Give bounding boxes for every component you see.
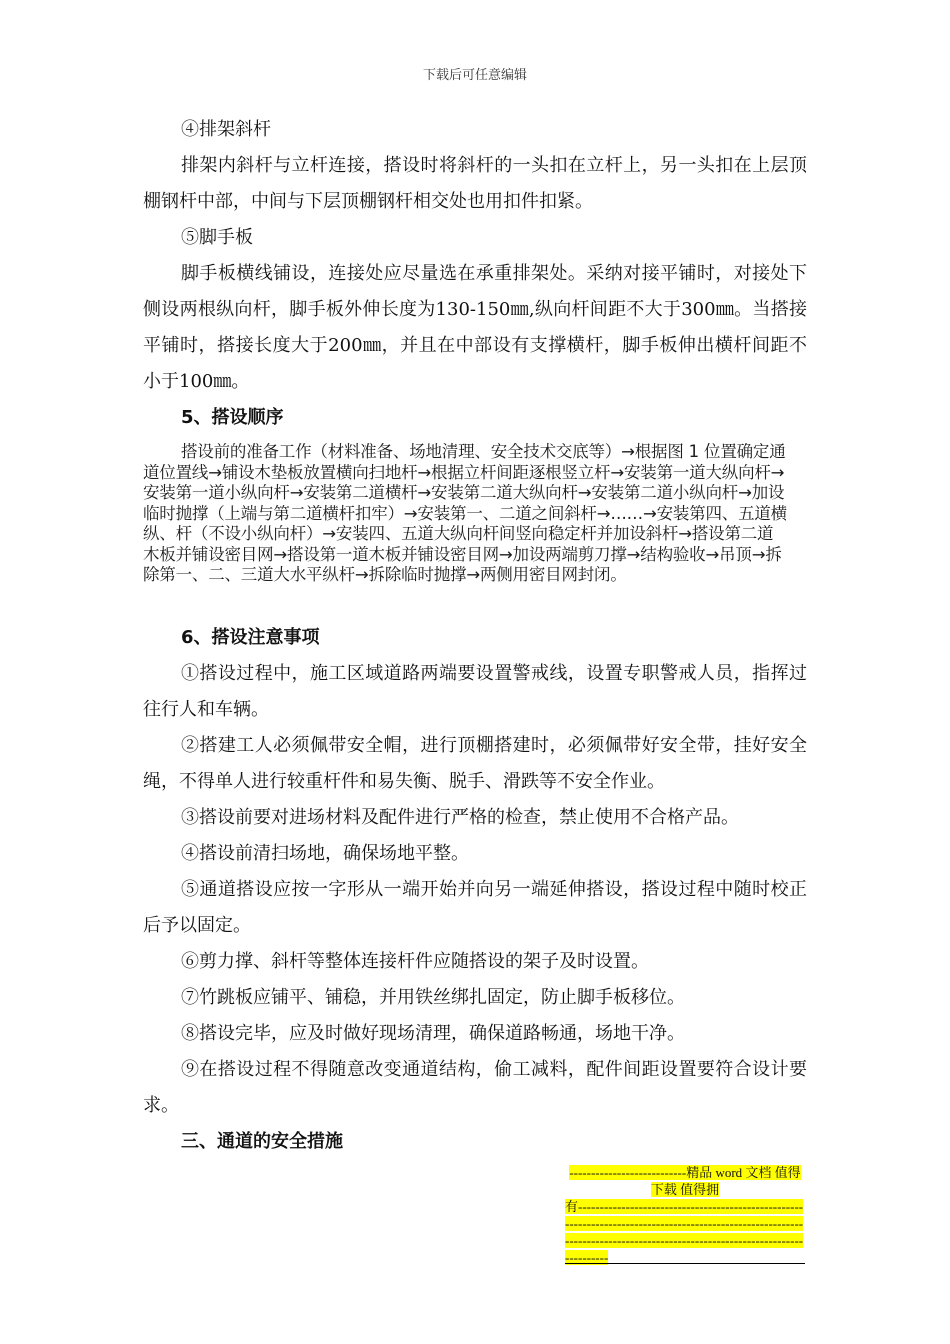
section-heading-erection-notes: 6、搭设注意事项 <box>181 627 320 648</box>
document-body <box>143 112 807 1160</box>
note-item-5: ⑤通道搭设应按一字形从一端开始并向另一端延伸搭设，搭设过程中随时校正后予以固定。 <box>143 879 807 936</box>
footer-line-1: ---------------------------精品 word 文档 值得下载 值得拥 <box>569 1165 801 1197</box>
section-heading-erection-order: 5、搭设顺序 <box>181 407 284 428</box>
footer-line-2: 有---------------------------------------------------------------------------------------------------------------------------------------------------------------------------- <box>565 1199 804 1265</box>
note-item-6: ⑥剪力撑、斜杆等整体连接杆件应随搭设的架子及时设置。 <box>181 951 649 972</box>
erection-sequence-image-text: 搭设前的准备工作（材料准备、场地清理、安全技术交底等）→根据图 1 位置确定通道位置线→铺设木垫板放置横向扫地杆→根据立杆间距逐根竖立杆→安装第一道大纵向杆→安装第一道小纵向杆→安装第二道横杆→安装第二道大纵向杆→安装第二道小纵向杆→加设临时抛撑（上端与第二道横杆扣牢）→安装第一、二道之间斜杆→……→安装第四、五道横纵、杆（不设小纵向杆）→安装四、五道大纵向杆间竖向稳定杆并加设斜杆→搭设第二道木板并铺设密目网→搭设第一道木板并铺设密目网→加设两端剪刀撑→结构验收→吊顶→拆除第一、二、三道大水平纵杆→拆除临时抛撑→两侧用密目网封闭。 <box>143 442 787 584</box>
note-item-1: ①搭设过程中，施工区域道路两端要设置警戒线，设置专职警戒人员，指挥过往行人和车辆。 <box>143 663 807 720</box>
note-item-2: ②搭建工人必须佩带安全帽，进行顶棚搭建时，必须佩带好安全带，挂好安全绳，不得单人进行较重杆件和易失衡、脱手、滑跌等不安全作业。 <box>143 735 807 792</box>
section-heading-safety-measures: 三、通道的安全措施 <box>181 1131 343 1152</box>
note-item-3: ③搭设前要对进场材料及配件进行严格的检查，禁止使用不合格产品。 <box>181 807 739 828</box>
paragraph-diagonal-bars: 排架内斜杆与立杆连接，搭设时将斜杆的一头扣在立杆上，另一头扣在上层顶棚钢杆中部，中间与下层顶棚钢杆相交处也用扣件扣紧。 <box>143 155 807 212</box>
note-item-4: ④搭设前清扫场地，确保场地平整。 <box>181 843 469 864</box>
sub-heading-scaffold-board: ⑤脚手板 <box>181 227 253 248</box>
sub-heading-diagonal-bars: ④排架斜杆 <box>181 119 271 140</box>
footer-rule <box>565 1263 805 1264</box>
note-item-9: ⑨在搭设过程不得随意改变通道结构，偷工减料，配件间距设置要符合设计要求。 <box>143 1059 807 1116</box>
note-item-7: ⑦竹跳板应铺平、铺稳，并用铁丝绑扎固定，防止脚手板移位。 <box>181 987 685 1008</box>
note-item-8: ⑧搭设完毕，应及时做好现场清理，确保道路畅通，场地干净。 <box>181 1023 685 1044</box>
page-header: 下载后可任意编辑 <box>422 68 527 83</box>
footer-watermark-box <box>565 1164 805 1266</box>
paragraph-scaffold-board: 脚手板横线铺设，连接处应尽量选在承重排架处。采纳对接平铺时，对接处下侧设两根纵向杆，脚手板外伸长度为130-150㎜,纵向杆间距不大于300㎜。当搭接平铺时，搭接长度大于200㎜，并且在中部设有支撑横杆，脚手板伸出横杆间距不小于100㎜。 <box>143 263 807 392</box>
